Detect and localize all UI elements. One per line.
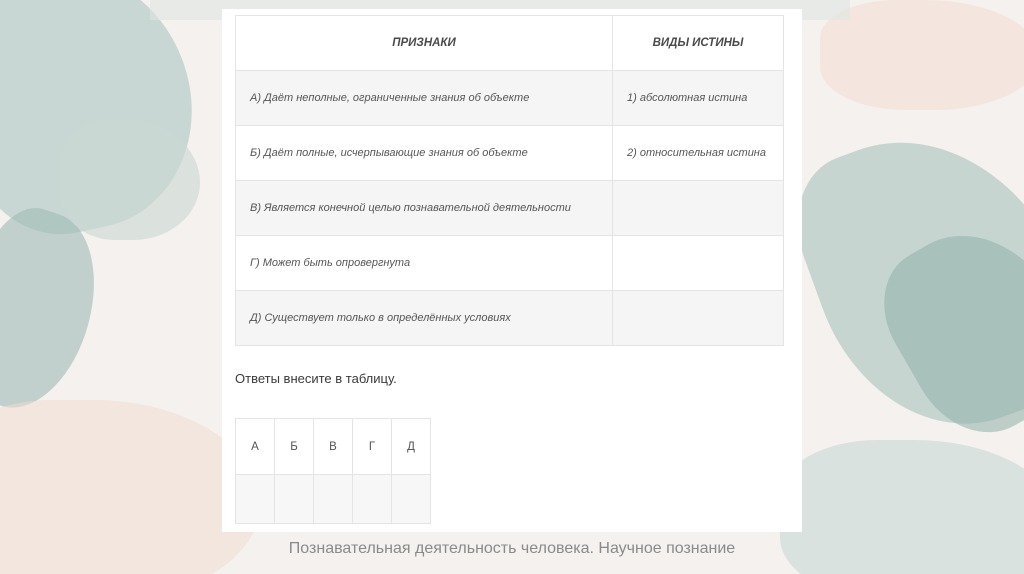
answer-cell[interactable] bbox=[392, 475, 431, 524]
watercolor-blob bbox=[60, 120, 200, 240]
truth-type-cell: 1) абсолютная истина bbox=[613, 71, 784, 126]
truth-type-cell: 2) относительная истина bbox=[613, 126, 784, 181]
table-row bbox=[236, 291, 784, 346]
slide-content-card bbox=[222, 9, 802, 532]
answer-cell[interactable] bbox=[236, 475, 275, 524]
answer-letter: Б bbox=[275, 419, 314, 475]
answer-cell[interactable] bbox=[353, 475, 392, 524]
table-row bbox=[236, 126, 784, 181]
criterion-cell: Б) Даёт полные, исчерпывающие знания об объекте bbox=[236, 126, 613, 181]
table-row bbox=[236, 71, 784, 126]
answer-letter: А bbox=[236, 419, 275, 475]
criterion-cell: Д) Существует только в определённых условиях bbox=[236, 291, 613, 346]
slide-footer-title: Познавательная деятельность человека. Научное познание bbox=[288, 540, 736, 557]
truth-type-cell bbox=[613, 291, 784, 346]
answer-prompt: Ответы внесите в таблицу. bbox=[235, 371, 397, 386]
watercolor-blob bbox=[820, 0, 1024, 110]
truth-type-cell bbox=[613, 181, 784, 236]
criterion-cell: Г) Может быть опровергнута bbox=[236, 236, 613, 291]
answer-letter: Д bbox=[392, 419, 431, 475]
answer-letter: Г bbox=[353, 419, 392, 475]
answer-values-row bbox=[236, 475, 431, 524]
criteria-table bbox=[235, 15, 784, 346]
table-row bbox=[236, 181, 784, 236]
header-truth-types: ВИДЫ ИСТИНЫ bbox=[613, 16, 784, 71]
answer-cell[interactable] bbox=[275, 475, 314, 524]
answer-letters-row bbox=[236, 419, 431, 475]
answer-cell[interactable] bbox=[314, 475, 353, 524]
table-row bbox=[236, 236, 784, 291]
header-criteria: ПРИЗНАКИ bbox=[236, 16, 613, 71]
table-header-row bbox=[236, 16, 784, 71]
criterion-cell: В) Является конечной целью познавательной деятельности bbox=[236, 181, 613, 236]
answer-table bbox=[235, 418, 431, 524]
answer-letter: В bbox=[314, 419, 353, 475]
criterion-cell: А) Даёт неполные, ограниченные знания об объекте bbox=[236, 71, 613, 126]
truth-type-cell bbox=[613, 236, 784, 291]
